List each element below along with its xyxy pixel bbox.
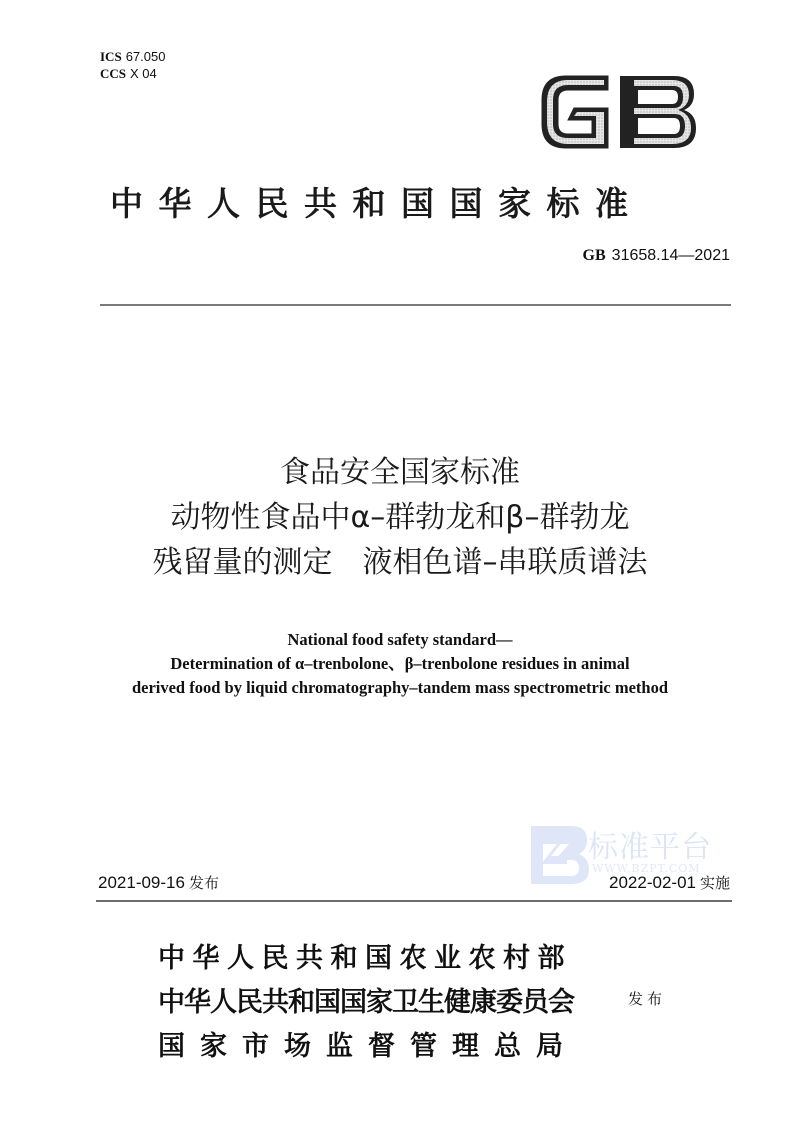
issue-date	[98, 872, 219, 893]
english-title-line-1: National food safety standard—	[287, 630, 513, 649]
chinese-title	[0, 450, 800, 585]
footer-divider	[96, 900, 732, 902]
ccs-label: CCS	[100, 66, 127, 81]
ccs-value: X 04	[130, 66, 157, 81]
english-title-line-3: derived food by liquid chromatography–tandem mass spectrometric method	[131, 678, 669, 697]
ics-code	[100, 48, 165, 65]
issuing-authorities	[158, 937, 578, 1069]
chinese-title-line-2: 动物性食品中α–群勃龙和β–群勃龙	[170, 500, 630, 535]
standard-prefix: GB	[582, 247, 606, 264]
ccs-code	[100, 65, 165, 82]
watermark-text: 标准平台	[588, 830, 712, 865]
implementation-date	[609, 872, 730, 893]
implementation-date-label: 实施	[699, 874, 730, 892]
ics-value: 67.050	[125, 49, 166, 64]
watermark-url: WWW.BZPT.COM	[592, 862, 701, 875]
gb-logo-icon	[538, 72, 698, 152]
ics-label: ICS	[100, 49, 122, 64]
national-standard-title: 中华人民共和国国家标准	[110, 184, 644, 223]
english-title	[0, 628, 800, 700]
header-divider	[100, 304, 731, 306]
issuer-nhc: 中华人民共和国国家卫生健康委员会	[158, 987, 574, 1018]
standard-number-value: 31658.14—2021	[611, 247, 730, 264]
chinese-title-line-3: 残留量的测定 液相色谱–串联质谱法	[152, 545, 648, 580]
issue-date-value: 2021-09-16	[98, 873, 185, 892]
standard-number	[583, 245, 730, 265]
classification-codes	[100, 48, 165, 82]
publish-label: 发布	[628, 990, 667, 1008]
issuer-moa: 中华人民共和国农业农村部	[158, 943, 572, 974]
implementation-date-value: 2022-02-01	[609, 873, 696, 892]
issuer-samr: 国家市场监督管理总局	[158, 1031, 578, 1062]
chinese-title-line-1: 食品安全国家标准	[280, 455, 520, 490]
english-title-line-2: Determination of α–trenbolone、β–trenbolone residues in animal	[170, 654, 630, 673]
issue-date-label: 发布	[188, 874, 219, 892]
